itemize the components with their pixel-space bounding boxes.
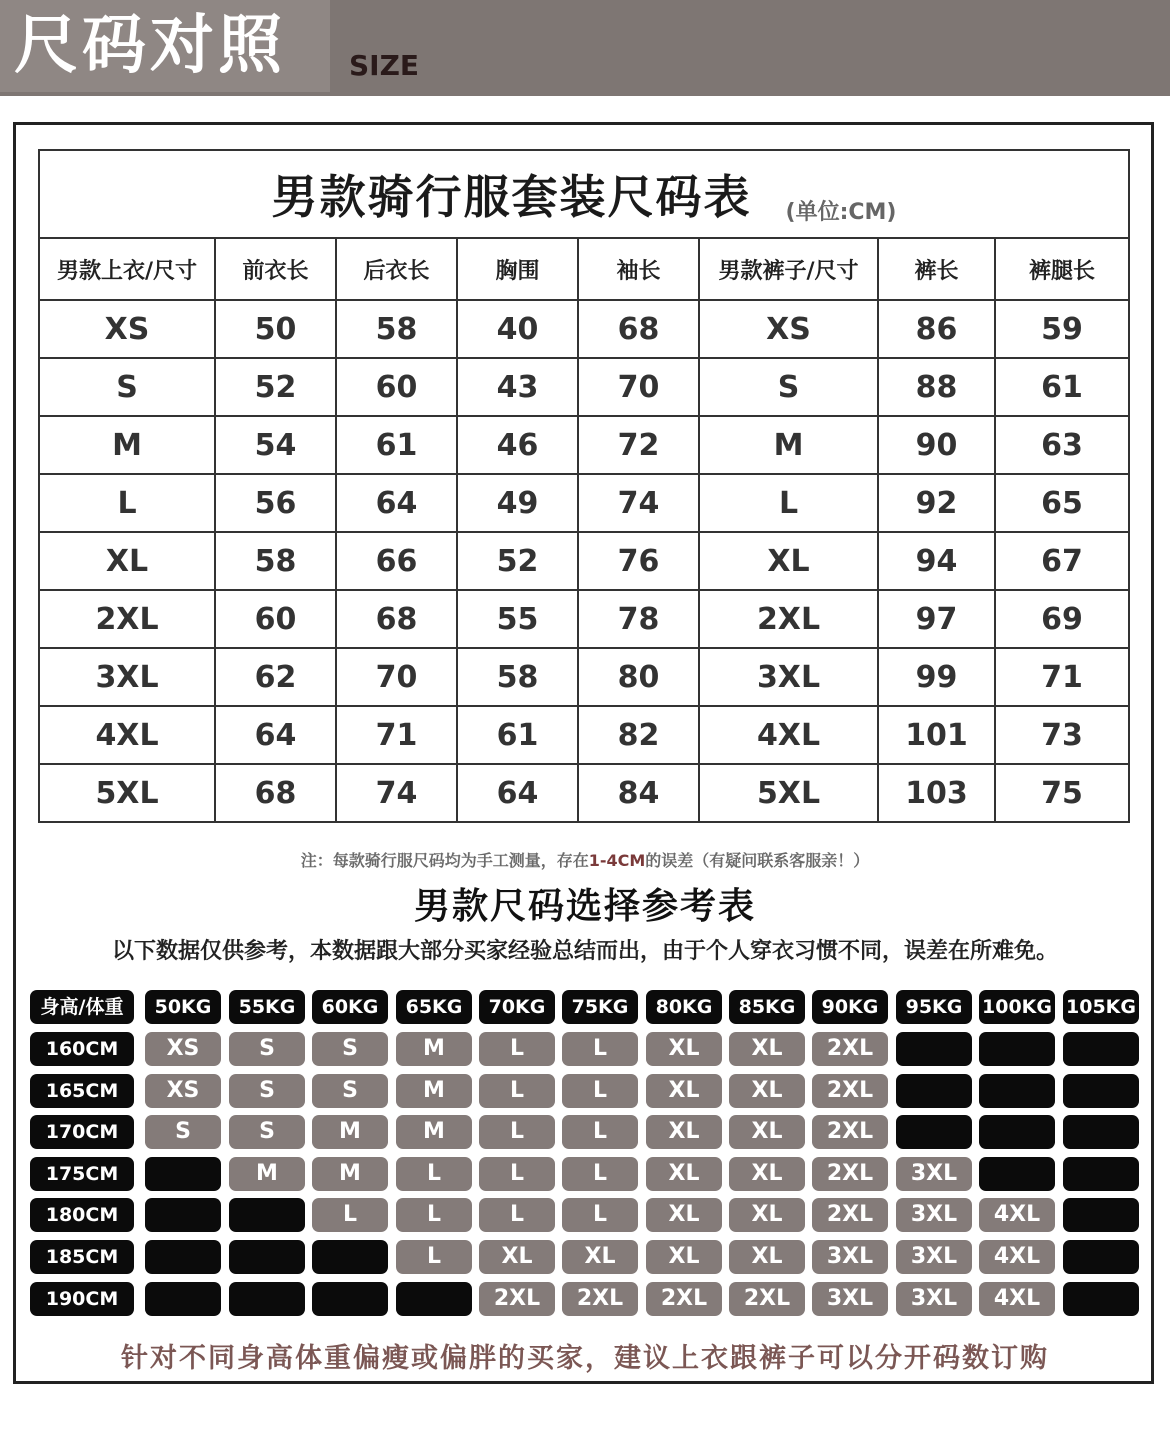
empty-cell	[896, 1074, 972, 1108]
size-recommendation: M	[396, 1032, 472, 1066]
size-table-cell: 4XL	[699, 706, 878, 764]
size-recommendation: S	[229, 1074, 305, 1108]
size-recommendation: 3XL	[896, 1282, 972, 1316]
size-table-cell: 43	[457, 358, 578, 416]
empty-cell	[1063, 1198, 1139, 1232]
height-label: 180CM	[30, 1198, 134, 1232]
empty-cell	[979, 1115, 1055, 1149]
empty-cell	[396, 1282, 472, 1316]
size-table-unit: (单位:CM)	[785, 200, 897, 225]
size-recommendation: 4XL	[979, 1240, 1055, 1274]
size-recommendation: M	[396, 1115, 472, 1149]
weight-header: 90KG	[812, 990, 888, 1024]
size-recommendation: L	[479, 1074, 555, 1108]
size-table-cell: 46	[457, 416, 578, 474]
size-table-cell: 76	[578, 532, 699, 590]
size-recommendation: L	[562, 1157, 638, 1191]
height-label: 170CM	[30, 1115, 134, 1149]
empty-cell	[979, 1157, 1055, 1191]
weight-header: 65KG	[396, 990, 472, 1024]
size-recommendation: 2XL	[646, 1282, 722, 1316]
size-recommendation: 3XL	[812, 1282, 888, 1316]
size-recommendation: 2XL	[812, 1157, 888, 1191]
footer-advice: 针对不同身高体重偏瘦或偏胖的买家，建议上衣跟裤子可以分开码数订购	[121, 1343, 1049, 1374]
empty-cell	[1063, 1074, 1139, 1108]
size-table-cell: 90	[878, 416, 995, 474]
size-table-cell: 65	[995, 474, 1129, 532]
size-recommendation: S	[312, 1074, 388, 1108]
empty-cell	[979, 1074, 1055, 1108]
size-table-cell: 68	[215, 764, 336, 822]
size-table-cell: L	[699, 474, 878, 532]
size-recommendation: L	[396, 1240, 472, 1274]
size-recommendation: S	[229, 1115, 305, 1149]
size-table-cell: 52	[215, 358, 336, 416]
size-recommendation: XL	[729, 1115, 805, 1149]
size-recommendation: XL	[729, 1198, 805, 1232]
empty-cell	[1063, 1282, 1139, 1316]
size-recommendation: L	[479, 1157, 555, 1191]
size-recommendation: S	[229, 1032, 305, 1066]
size-table-body	[39, 300, 1129, 822]
weight-header: 60KG	[312, 990, 388, 1024]
size-recommendation: XL	[479, 1240, 555, 1274]
weight-header: 100KG	[979, 990, 1055, 1024]
size-table-cell: 66	[336, 532, 457, 590]
note-highlight: 1-4CM	[588, 851, 646, 870]
grid-corner-label: 身高/体重	[30, 990, 134, 1024]
size-table-cell: 4XL	[39, 706, 215, 764]
size-table-column-header: 胸围	[457, 238, 578, 300]
size-table-cell: 50	[215, 300, 336, 358]
weight-header: 85KG	[729, 990, 805, 1024]
size-table-cell: 63	[995, 416, 1129, 474]
measurement-note	[0, 848, 1170, 871]
header-title: 尺码对照	[14, 9, 286, 83]
size-table-cell: 99	[878, 648, 995, 706]
size-table-cell: 74	[578, 474, 699, 532]
size-table-cell: M	[39, 416, 215, 474]
size-table-cell: 71	[995, 648, 1129, 706]
size-recommendation: XL	[646, 1240, 722, 1274]
size-recommendation: L	[396, 1198, 472, 1232]
size-recommendation: L	[479, 1198, 555, 1232]
size-recommendation: 2XL	[812, 1032, 888, 1066]
size-table-cell: XL	[699, 532, 878, 590]
size-table-cell: 60	[215, 590, 336, 648]
size-table-cell: 3XL	[699, 648, 878, 706]
size-table-cell: 70	[578, 358, 699, 416]
size-table-column-header: 裤腿长	[995, 238, 1129, 300]
size-recommendation: S	[312, 1032, 388, 1066]
size-recommendation: L	[562, 1074, 638, 1108]
size-table-cell: 58	[336, 300, 457, 358]
size-table-cell: 58	[457, 648, 578, 706]
size-table-cell: 60	[336, 358, 457, 416]
empty-cell	[979, 1032, 1055, 1066]
size-recommendation: XL	[729, 1074, 805, 1108]
size-table-column-header: 裤长	[878, 238, 995, 300]
empty-cell	[145, 1282, 221, 1316]
empty-cell	[229, 1198, 305, 1232]
size-table-cell: 61	[457, 706, 578, 764]
size-table-title-cell	[39, 150, 1129, 238]
size-table-title: 男款骑行服套装尺码表	[271, 170, 752, 224]
size-table-cell: 59	[995, 300, 1129, 358]
size-table-cell: 97	[878, 590, 995, 648]
size-table-column-header: 后衣长	[336, 238, 457, 300]
size-recommendation: 3XL	[896, 1198, 972, 1232]
size-table-cell: 68	[578, 300, 699, 358]
size-table-cell: 54	[215, 416, 336, 474]
size-recommendation: XL	[562, 1240, 638, 1274]
size-recommendation: 4XL	[979, 1282, 1055, 1316]
size-table-row	[39, 648, 1129, 706]
size-recommendation: XS	[145, 1074, 221, 1108]
size-recommendation: M	[396, 1074, 472, 1108]
size-table-column-header: 男款上衣/尺寸	[39, 238, 215, 300]
note-text-before: 注：每款骑行服尺码均为手工测量，存在	[300, 851, 589, 870]
size-table-cell: 103	[878, 764, 995, 822]
size-table-cell: 55	[457, 590, 578, 648]
size-table-cell: 2XL	[699, 590, 878, 648]
size-recommendation: L	[562, 1032, 638, 1066]
size-table-cell: 70	[336, 648, 457, 706]
size-table-cell: 5XL	[699, 764, 878, 822]
size-table-column-header: 男款裤子/尺寸	[699, 238, 878, 300]
size-table-cell: 82	[578, 706, 699, 764]
empty-cell	[896, 1032, 972, 1066]
size-recommendation: XL	[729, 1032, 805, 1066]
height-label: 190CM	[30, 1282, 134, 1316]
size-table-cell: 64	[215, 706, 336, 764]
size-table-cell: 68	[336, 590, 457, 648]
size-table-cell: 84	[578, 764, 699, 822]
size-recommendation: L	[562, 1198, 638, 1232]
size-recommendation: M	[312, 1115, 388, 1149]
size-table-cell: 94	[878, 532, 995, 590]
size-table-cell: 92	[878, 474, 995, 532]
size-table-cell: 72	[578, 416, 699, 474]
size-table-row	[39, 532, 1129, 590]
size-table-cell: L	[39, 474, 215, 532]
guide-title: 男款尺码选择参考表	[413, 886, 756, 927]
size-table-cell: 86	[878, 300, 995, 358]
size-table-row	[39, 300, 1129, 358]
size-recommendation: L	[479, 1115, 555, 1149]
size-recommendation: 2XL	[812, 1198, 888, 1232]
header-subtitle: SIZE	[349, 49, 420, 82]
size-table-row	[39, 358, 1129, 416]
size-table-column-header: 袖长	[578, 238, 699, 300]
size-recommendation: S	[145, 1115, 221, 1149]
size-table-cell: 40	[457, 300, 578, 358]
guide-subtitle: 以下数据仅供参考，本数据跟大部分买家经验总结而出，由于个人穿衣习惯不同，误差在所难免。	[111, 939, 1058, 964]
size-table-cell: 56	[215, 474, 336, 532]
size-recommendation: XL	[646, 1115, 722, 1149]
weight-header: 105KG	[1063, 990, 1139, 1024]
empty-cell	[229, 1282, 305, 1316]
size-recommendation: XL	[729, 1240, 805, 1274]
size-table-cell: XS	[699, 300, 878, 358]
size-table-cell: 69	[995, 590, 1129, 648]
empty-cell	[229, 1240, 305, 1274]
size-table-cell: XL	[39, 532, 215, 590]
size-table-cell: 73	[995, 706, 1129, 764]
height-label: 175CM	[30, 1157, 134, 1191]
size-recommendation: M	[229, 1157, 305, 1191]
size-recommendation: 2XL	[562, 1282, 638, 1316]
size-recommendation: XL	[729, 1157, 805, 1191]
empty-cell	[1063, 1115, 1139, 1149]
size-table-cell: 62	[215, 648, 336, 706]
size-recommendation: 2XL	[812, 1074, 888, 1108]
size-recommendation: 2XL	[729, 1282, 805, 1316]
empty-cell	[1063, 1240, 1139, 1274]
header-title-box	[0, 0, 330, 92]
size-table-header-row	[39, 238, 1129, 300]
size-table-cell: 78	[578, 590, 699, 648]
empty-cell	[145, 1157, 221, 1191]
size-table-cell: 52	[457, 532, 578, 590]
header-bar	[0, 0, 1170, 96]
size-table-cell: 5XL	[39, 764, 215, 822]
size-table-cell: 88	[878, 358, 995, 416]
empty-cell	[145, 1198, 221, 1232]
weight-header: 70KG	[479, 990, 555, 1024]
size-table-cell: 64	[336, 474, 457, 532]
empty-cell	[312, 1240, 388, 1274]
size-recommendation: L	[479, 1032, 555, 1066]
size-recommendation: XL	[646, 1198, 722, 1232]
size-recommendation: L	[562, 1115, 638, 1149]
weight-header: 75KG	[562, 990, 638, 1024]
size-table-cell: 58	[215, 532, 336, 590]
size-recommendation: XL	[646, 1032, 722, 1066]
size-table-cell: 101	[878, 706, 995, 764]
size-table	[38, 149, 1130, 823]
note-text-after: 的误差（有疑问联系客服亲！）	[645, 851, 870, 870]
size-recommendation: XL	[646, 1074, 722, 1108]
empty-cell	[312, 1282, 388, 1316]
weight-header: 80KG	[646, 990, 722, 1024]
size-table-cell: 61	[995, 358, 1129, 416]
height-label: 165CM	[30, 1074, 134, 1108]
size-recommendation: M	[312, 1157, 388, 1191]
weight-header: 50KG	[145, 990, 221, 1024]
size-table-row	[39, 416, 1129, 474]
weight-header: 55KG	[229, 990, 305, 1024]
size-recommendation: XS	[145, 1032, 221, 1066]
size-table-cell: 71	[336, 706, 457, 764]
size-table-cell: 80	[578, 648, 699, 706]
size-table-cell: S	[699, 358, 878, 416]
empty-cell	[1063, 1032, 1139, 1066]
size-table-cell: 61	[336, 416, 457, 474]
size-recommendation: 3XL	[896, 1240, 972, 1274]
size-table-cell: 3XL	[39, 648, 215, 706]
size-recommendation: 2XL	[812, 1115, 888, 1149]
size-table-cell: 64	[457, 764, 578, 822]
size-table-cell: 74	[336, 764, 457, 822]
height-label: 185CM	[30, 1240, 134, 1274]
size-table-row	[39, 706, 1129, 764]
size-table-row	[39, 474, 1129, 532]
size-table-cell: 75	[995, 764, 1129, 822]
size-recommendation: 4XL	[979, 1198, 1055, 1232]
weight-header: 95KG	[896, 990, 972, 1024]
height-label: 160CM	[30, 1032, 134, 1066]
size-table-cell: 49	[457, 474, 578, 532]
size-recommendation: L	[396, 1157, 472, 1191]
size-recommendation: 2XL	[479, 1282, 555, 1316]
size-table-cell: XS	[39, 300, 215, 358]
empty-cell	[1063, 1157, 1139, 1191]
empty-cell	[896, 1115, 972, 1149]
empty-cell	[145, 1240, 221, 1274]
size-recommendation: XL	[646, 1157, 722, 1191]
size-table-cell: 2XL	[39, 590, 215, 648]
size-table-row	[39, 590, 1129, 648]
size-table-cell: 67	[995, 532, 1129, 590]
size-recommendation: 3XL	[812, 1240, 888, 1274]
size-recommendation: 3XL	[896, 1157, 972, 1191]
size-table-cell: M	[699, 416, 878, 474]
size-table-cell: S	[39, 358, 215, 416]
size-table-row	[39, 764, 1129, 822]
size-table-column-header: 前衣长	[215, 238, 336, 300]
size-recommendation: L	[312, 1198, 388, 1232]
